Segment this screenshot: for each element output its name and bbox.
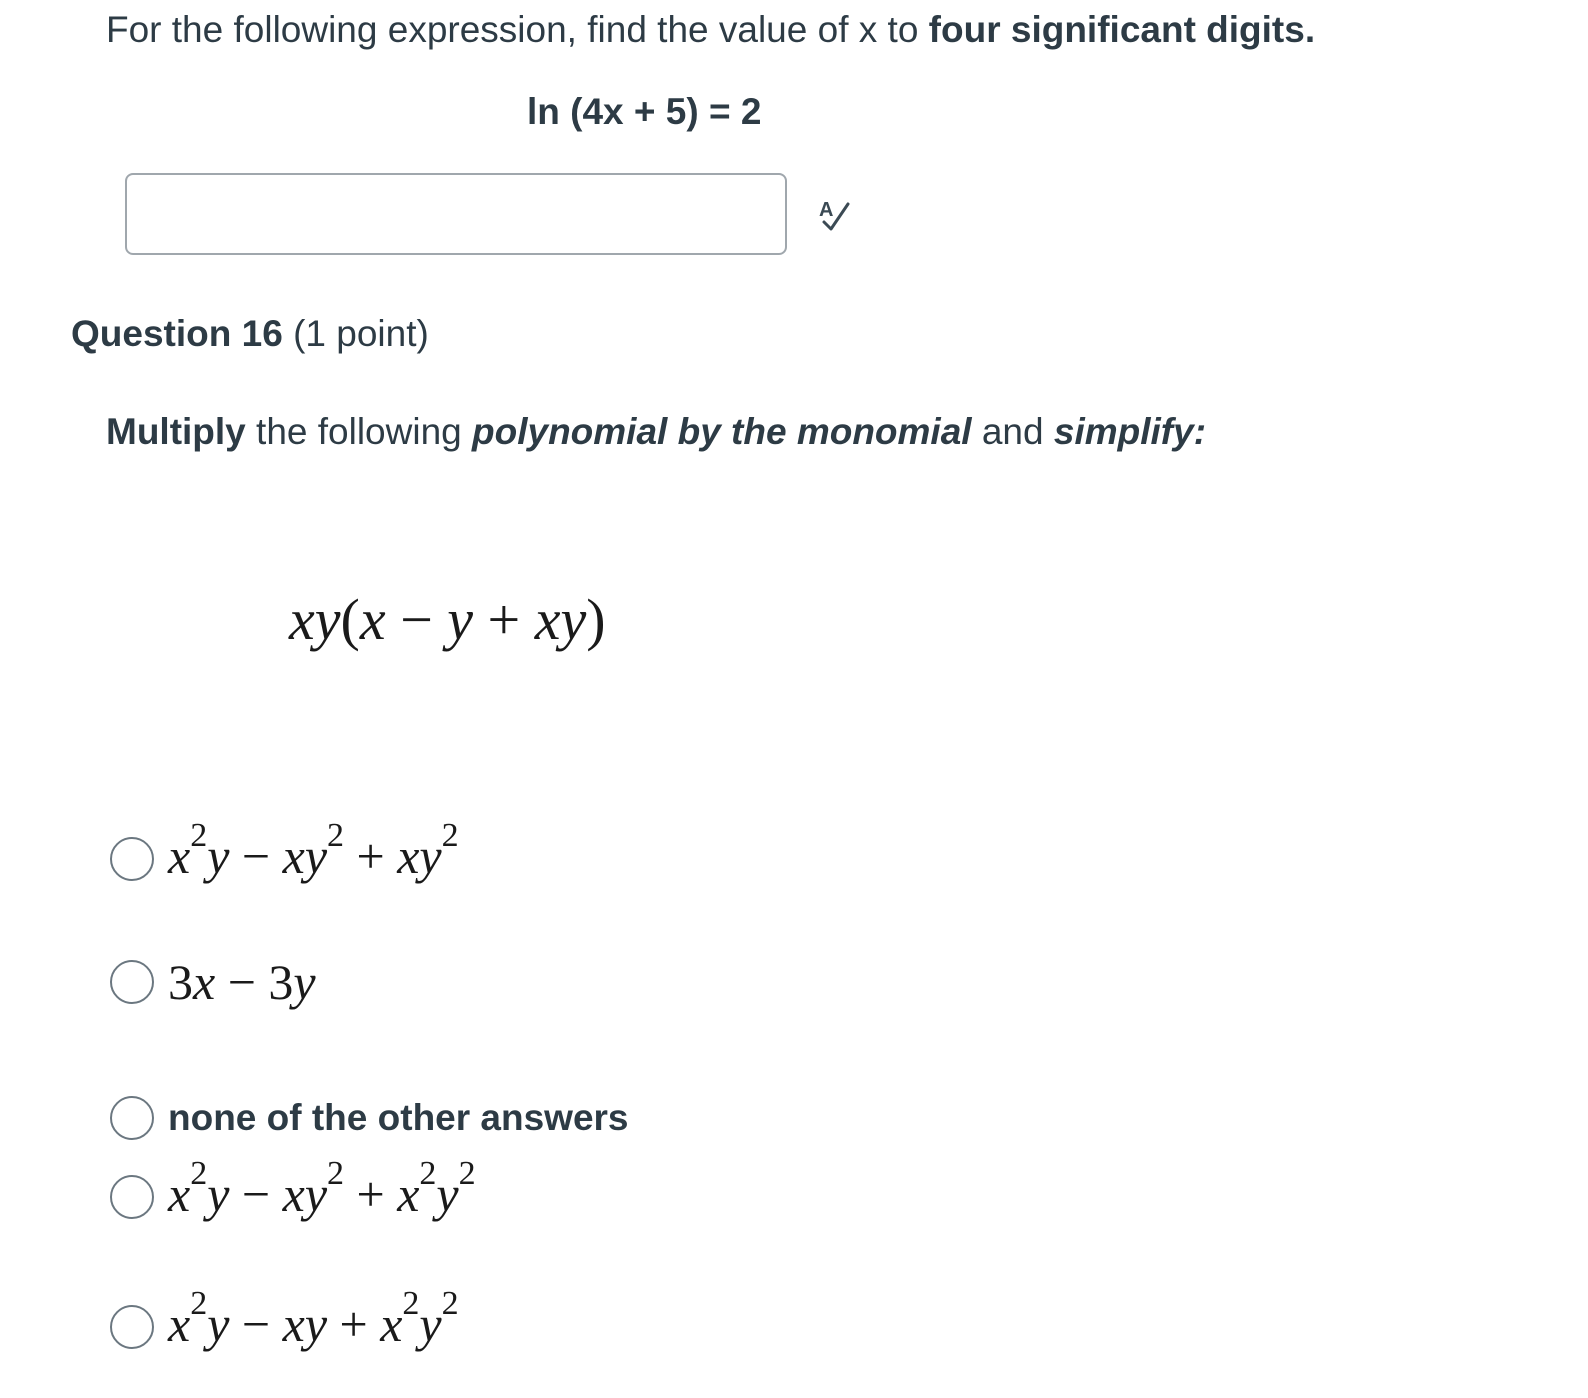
question-prompt [106, 410, 1206, 454]
prompt-word-simplify: simplify: [1053, 411, 1207, 452]
question-points: (1 point) [293, 313, 429, 354]
radio-button-icon[interactable] [110, 1096, 154, 1140]
option-label: 3x − 3y [168, 954, 316, 1010]
option-label: $x^2y - xy^2 + xy^2$ [168, 816, 459, 884]
question-header [71, 312, 429, 356]
answer-option-3[interactable] [110, 1086, 629, 1150]
radio-button-icon[interactable] [110, 837, 154, 881]
answer-option-4[interactable] [110, 1154, 476, 1229]
question-expression: xy(x − y + xy) [289, 587, 606, 652]
option-label: none of the other answers [168, 1097, 629, 1138]
radio-button-icon[interactable] [110, 1175, 154, 1219]
radio-button-icon[interactable] [110, 960, 154, 1004]
option-label: $x^2y - xy^2 + x^2y^2$ [168, 1154, 476, 1222]
prompt-word-multiply: Multiply [106, 411, 246, 452]
q15-prompt-bold: four significant digits. [928, 9, 1316, 50]
q15-prompt-text: For the following expression, find the value of x to [106, 9, 929, 50]
answer-option-5[interactable] [110, 1284, 459, 1359]
spell-check-icon[interactable] [818, 196, 856, 234]
answer-input[interactable] [125, 173, 787, 255]
svg-text:A: A [819, 199, 834, 221]
question-number: Question 16 [71, 313, 283, 354]
prompt-word-the-following: the following [245, 411, 473, 452]
option-label: $x^2y$ − xy + $x^2y^2$ [168, 1284, 459, 1352]
q15-equation: ln (4x + 5) = 2 [527, 91, 762, 132]
q15-prompt [106, 8, 1315, 52]
answer-option-2[interactable] [110, 950, 316, 1014]
prompt-word-and: and [971, 411, 1054, 452]
answer-option-1[interactable] [110, 816, 459, 891]
prompt-word-polynomial: polynomial by the monomial [472, 411, 972, 452]
radio-button-icon[interactable] [110, 1305, 154, 1349]
